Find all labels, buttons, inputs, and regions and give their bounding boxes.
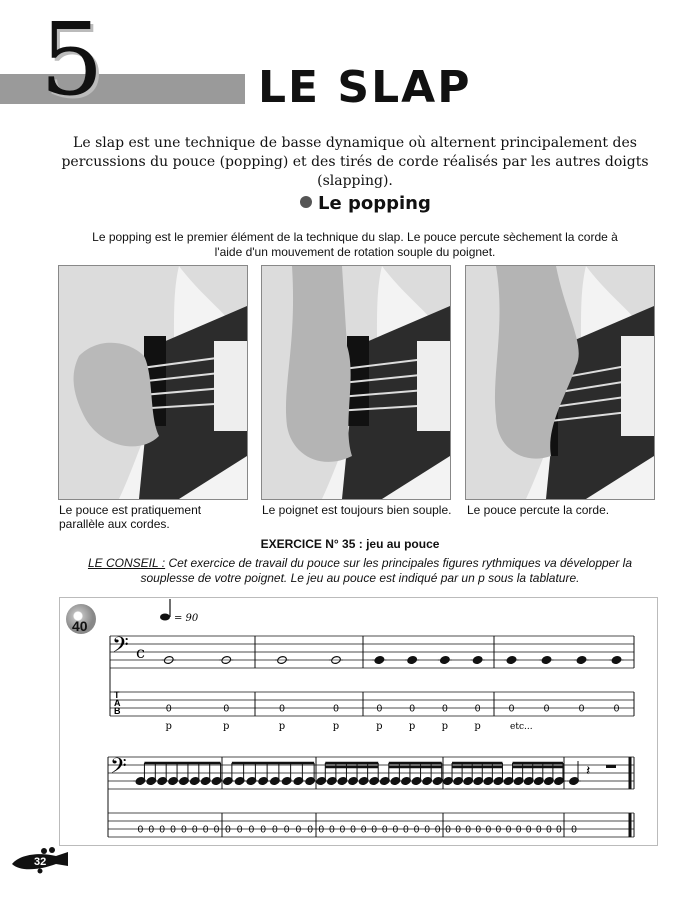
tab-fret: 0 — [339, 824, 346, 836]
intro-paragraph: Le slap est une technique de basse dynamique où alternent principalement des percussions du pouce (popping) et des tirés de corde réalisés par les autres doigts (slapping). — [61, 135, 649, 189]
tab-fret: 0 — [455, 824, 461, 836]
bass-clef-icon: 𝄢 — [110, 754, 127, 784]
tempo-marking: = 90 — [174, 613, 199, 624]
thumb-mark: p — [441, 721, 449, 732]
thumb-mark: p — [332, 721, 340, 732]
advice-label: LE CONSEIL : — [87, 556, 166, 570]
tab-fret: 0 — [495, 824, 502, 836]
tab-fret: 0 — [283, 824, 290, 836]
score-row-2 — [108, 754, 634, 837]
tab-fret: 0 — [505, 824, 512, 836]
caption-2: Le poignet est toujours bien souple. — [262, 503, 452, 517]
bullet-icon — [300, 196, 312, 208]
tab-fret: 0 — [613, 703, 620, 715]
tab-fret: 0 — [223, 703, 230, 715]
thumb-mark: p — [165, 721, 172, 732]
tab-fret: 0 — [525, 824, 532, 836]
tab-fret: 0 — [159, 824, 165, 836]
tab-fret: 0 — [382, 824, 388, 836]
tab-fret: 0 — [148, 824, 155, 836]
tab-fret: 0 — [445, 824, 451, 836]
tab-fret: 0 — [543, 703, 550, 715]
tab-fret: 0 — [181, 824, 187, 836]
tab-label: B — [114, 706, 121, 716]
tab-fret: 0 — [442, 703, 448, 715]
tab-fret: 0 — [474, 703, 481, 715]
chapter-bar — [0, 74, 245, 104]
tab-fret: 0 — [350, 824, 356, 836]
score-notation — [0, 597, 700, 845]
tab-fret: 0 — [165, 703, 172, 715]
tab-fret: 0 — [360, 824, 367, 836]
thumb-mark: p — [376, 721, 383, 732]
rest-icon: 𝄽 — [586, 763, 591, 779]
tab-fret: 0 — [556, 824, 562, 836]
tab-fret: 0 — [403, 824, 409, 836]
exercise-title: EXERCICE N° 35 : jeu au pouce — [260, 537, 440, 551]
tab-fret: 0 — [329, 824, 335, 836]
tab-fret: 0 — [225, 824, 231, 836]
section-heading — [300, 193, 431, 214]
tab-fret: 0 — [170, 824, 176, 836]
advice-text: Cet exercice de travail du pouce sur les principales figures rythmiques va développer la souplesse de votre poignet. Le jeu au pouce est indiqué par un p sous la tablature. — [140, 556, 633, 585]
bass-photo-1 — [59, 266, 247, 499]
thumb-mark: p — [278, 721, 286, 732]
tab-fret: 0 — [546, 824, 552, 836]
section-text: Le popping est le premier élément de la technique du slap. Le pouce percute sèchement la corde à l'aide d'un mouvement de rotation souple du poignet. — [92, 230, 618, 259]
tab-fret: 0 — [192, 824, 198, 836]
bass-photo-2 — [262, 266, 450, 499]
tab-fret: 0 — [536, 824, 542, 836]
photo-wrist-supple — [261, 265, 451, 500]
tab-fret: 0 — [371, 824, 377, 836]
tab-fret: 0 — [307, 824, 313, 836]
tab-fret: 0 — [434, 824, 441, 836]
tab-fret: 0 — [236, 824, 243, 836]
tab-fret: 0 — [413, 824, 420, 836]
caption-3: Le pouce percute la corde. — [467, 503, 610, 517]
caption-1: Le pouce est pratiquement parallèle aux cordes. — [59, 503, 202, 531]
tab-fret: 0 — [508, 703, 515, 715]
tab-label: T — [114, 690, 120, 700]
tab-fret: 0 — [318, 824, 325, 836]
bass-clef-icon: 𝄢 — [112, 633, 129, 663]
cd-track-number: 40 — [72, 618, 88, 634]
tab-fret: 0 — [515, 824, 522, 836]
exercise-advice — [70, 556, 650, 586]
tab-fret: 0 — [465, 824, 471, 836]
section-title: Le popping — [318, 193, 431, 214]
chapter-number: 5 — [40, 1, 104, 118]
tab-fret: 0 — [424, 824, 430, 836]
whole-rest — [606, 765, 616, 768]
tab-fret: 0 — [213, 824, 220, 836]
tab-fret: 0 — [409, 703, 415, 715]
chapter-title: LE SLAP — [258, 62, 472, 113]
thumb-mark: p — [474, 721, 481, 732]
tab-fret: 0 — [272, 824, 278, 836]
tab-fret: 0 — [376, 703, 383, 715]
tab-fret: 0 — [137, 824, 144, 836]
tab-fret: 0 — [571, 824, 577, 836]
tab-fret: 0 — [392, 824, 399, 836]
tab-fret: 0 — [475, 824, 482, 836]
page-number: 32 — [34, 856, 47, 868]
tab-fret: 0 — [333, 703, 339, 715]
tempo-note-icon — [160, 614, 170, 621]
thumb-mark: p — [408, 721, 416, 732]
etc-label: etc... — [510, 722, 533, 732]
tab-fret: 0 — [260, 824, 266, 836]
tab-fret: 0 — [295, 824, 302, 836]
score-row-1 — [110, 633, 634, 732]
time-signature: c — [136, 643, 145, 662]
photo-thumb-parallel — [58, 265, 248, 500]
tab-fret: 0 — [279, 703, 285, 715]
photo-thumb-strike — [465, 265, 655, 500]
tab-fret: 0 — [578, 703, 585, 715]
tab-fret: 0 — [485, 824, 492, 836]
tab-fret: 0 — [248, 824, 255, 836]
tab-fret: 0 — [202, 824, 209, 836]
thumb-mark: p — [223, 721, 230, 732]
bass-photo-3 — [466, 266, 654, 499]
tab-label: A — [114, 698, 121, 708]
